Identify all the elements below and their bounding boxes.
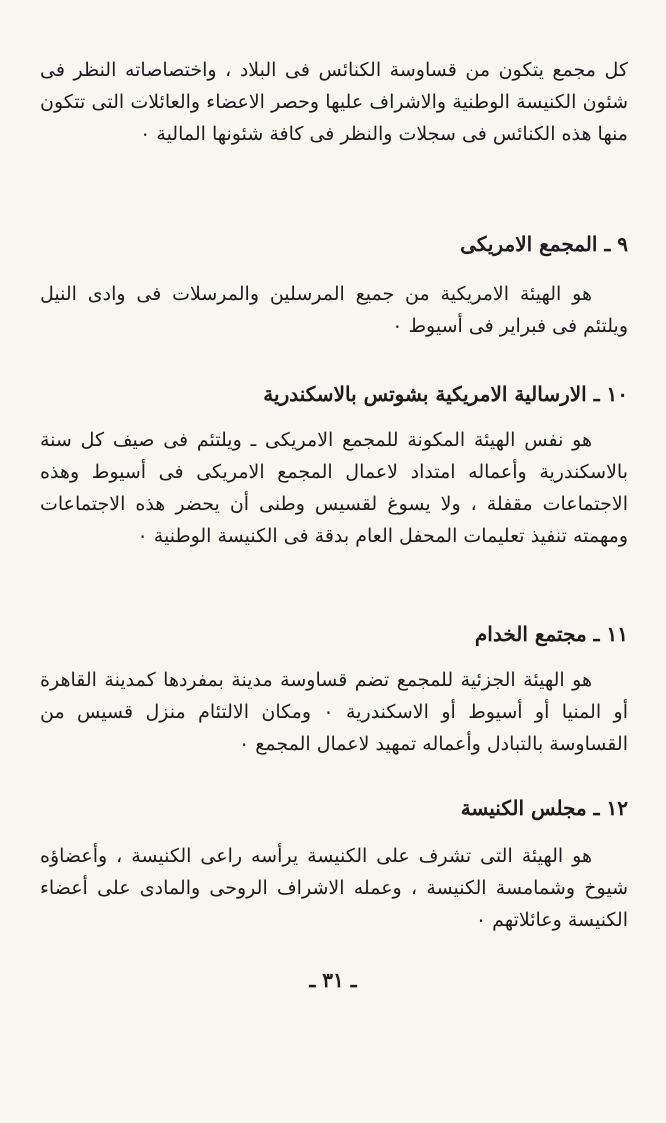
section-9-body-block: [40, 278, 628, 342]
section-body: هو الهيئة الجزئية للمجمع تضم قساوسة مدينة بمفردها كمدينة القاهرة أو المنيا أو أسيوط أو الاسكندرية ٠ ومكان الالتئام منزل قسيس من القساوسة بالتبادل وأعماله تمهيد لاعمال المجمع ٠: [40, 669, 628, 755]
section-heading: ١١ ـ مجتمع الخدام: [474, 622, 628, 646]
section-heading: ١٢ ـ مجلس الكنيسة: [460, 796, 628, 820]
section-12-body-block: [40, 840, 628, 936]
section-body: هو الهيئة الامريكية من جميع المرسلين والمرسلات فى وادى النيل ويلتئم فى فبراير فى أسيوط ٠: [40, 283, 628, 337]
page-number: ـ ٣١ ـ: [309, 968, 357, 992]
intro-paragraph-block: [40, 54, 628, 150]
section-11-body-block: [40, 664, 628, 760]
section-12-heading-block: [40, 792, 628, 824]
section-body: هو نفس الهيئة المكونة للمجمع الامريكى ـ ويلتئم فى صيف كل سنة بالاسكندرية وأعماله امتداد لاعمال المجمع الامريكى فى أسيوط وهذه الاجتماعات مقفلة ، ولا يسوغ لقسيس وطنى أن يحضر هذه الاجتماعات ومهمته تنفيذ تعليمات المحفل العام بدقة فى الكنيسة الوطنية ٠: [40, 429, 628, 547]
section-heading: ١٠ ـ الارسالية الامريكية بشوتس بالاسكندرية: [263, 382, 628, 406]
section-9-heading-block: [40, 228, 628, 260]
section-10-body-block: [40, 424, 628, 552]
section-body: هو الهيئة التى تشرف على الكنيسة يرأسه راعى الكنيسة ، وأعضاؤه شيوخ وشمامسة الكنيسة ، وعمله الاشراف الروحى والمادى على أعضاء الكنيسة وعائلاتهم ٠: [40, 845, 628, 931]
section-11-heading-block: [40, 618, 628, 650]
section-heading: ٩ ـ المجمع الامريكى: [460, 232, 628, 256]
intro-paragraph: كل مجمع يتكون من قساوسة الكنائس فى البلاد ، واختصاصاته النظر فى شئون الكنيسة الوطنية والاشراف عليها وحصر الاعضاء والعائلات التى تتكون منها هذه الكنائس فى سجلات والنظر فى كافة شئونها المالية ٠: [40, 59, 628, 145]
section-10-heading-block: [40, 378, 628, 410]
